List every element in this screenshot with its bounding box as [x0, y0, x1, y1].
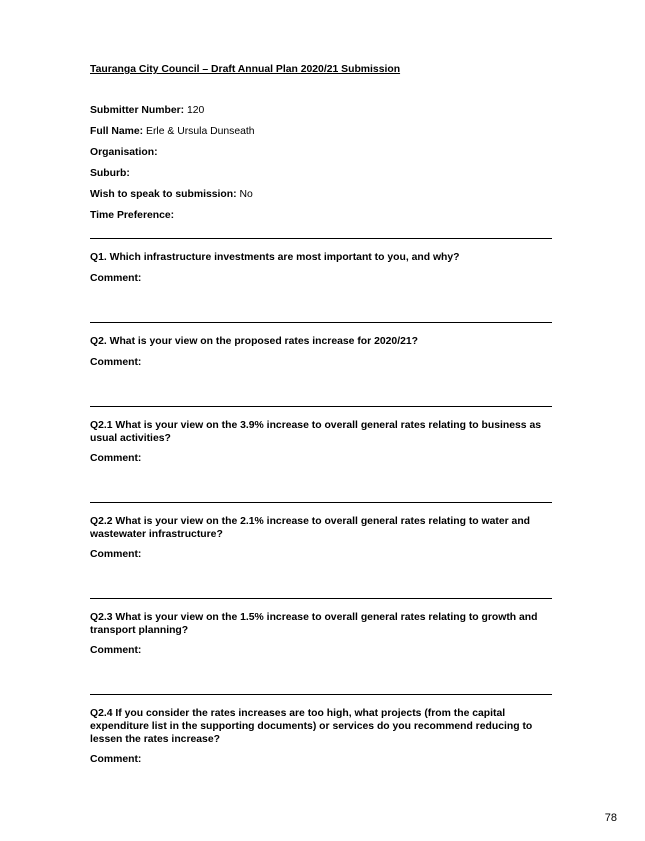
question-q2-4: Q2.4 If you consider the rates increases are too high, what projects (from the capital expenditure list in the supporting documents) or services do you recommend reducing to lessen the rates increase?	[90, 708, 533, 745]
divider	[90, 322, 552, 323]
question-q2: Q2. What is your view on the proposed rates increase for 2020/21?	[90, 336, 418, 347]
suburb-row	[90, 167, 130, 180]
submitter-number-value: 120	[187, 105, 205, 116]
comment-label: Comment:	[90, 357, 142, 368]
comment-label: Comment:	[90, 754, 142, 765]
divider	[90, 406, 552, 407]
speak-value: No	[239, 189, 253, 200]
speak-row	[90, 188, 253, 201]
question-q2-2: Q2.2 What is your view on the 2.1% increase to overall general rates relating to water and wastewater infrastructure?	[90, 516, 531, 540]
speak-label: Wish to speak to submission:	[90, 189, 237, 200]
time-preference-row	[90, 209, 174, 222]
organisation-row	[90, 146, 158, 159]
divider	[90, 598, 552, 599]
comment-label: Comment:	[90, 549, 142, 560]
submitter-number-label: Submitter Number:	[90, 105, 185, 116]
question-q2-1: Q2.1 What is your view on the 3.9% increase to overall general rates relating to business as usual activities?	[90, 420, 541, 444]
submitter-number-row	[90, 104, 204, 117]
comment-label: Comment:	[90, 453, 142, 464]
suburb-label: Suburb:	[90, 168, 130, 179]
full-name-label: Full Name:	[90, 126, 144, 137]
question-q1: Q1. Which infrastructure investments are most important to you, and why?	[90, 252, 460, 263]
divider	[90, 694, 552, 695]
document-title: Tauranga City Council – Draft Annual Plan 2020/21 Submission	[90, 64, 401, 75]
page-number: 78	[604, 812, 617, 824]
full-name-value: Erle & Ursula Dunseath	[146, 126, 255, 137]
divider	[90, 238, 552, 239]
comment-label: Comment:	[90, 273, 142, 284]
time-preference-label: Time Preference:	[90, 210, 175, 221]
comment-label: Comment:	[90, 645, 142, 656]
divider	[90, 502, 552, 503]
question-q2-3: Q2.3 What is your view on the 1.5% increase to overall general rates relating to growth and transport planning?	[90, 612, 538, 636]
organisation-label: Organisation:	[90, 147, 158, 158]
full-name-row	[90, 125, 255, 138]
